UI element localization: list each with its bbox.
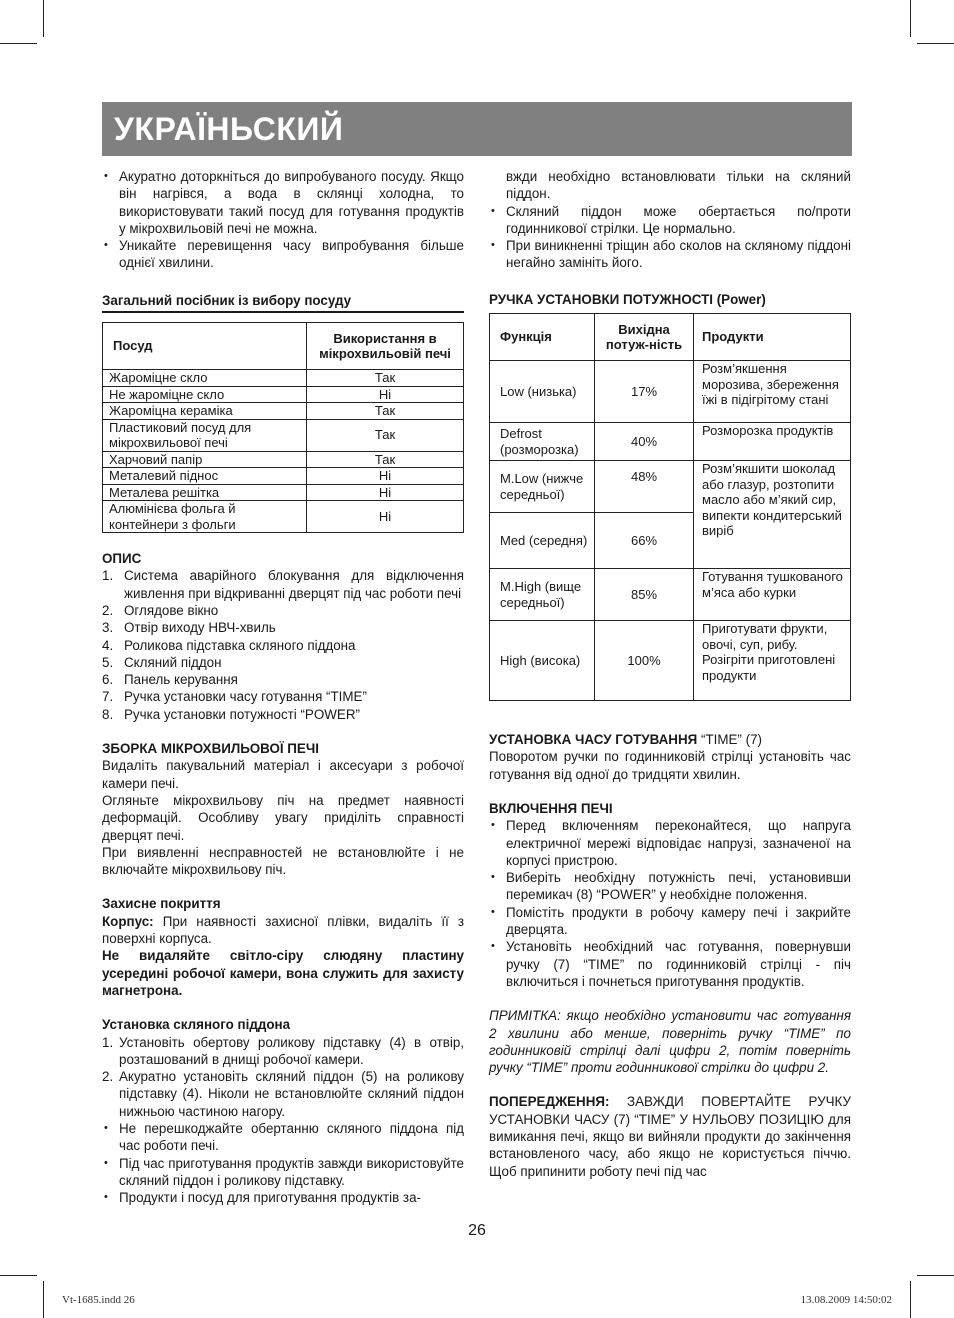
table-row [103,451,464,468]
list-item: 5. Скляний піддон [102,654,222,670]
protection-title: Захисне покриття [102,896,221,912]
table-header-row [490,314,851,361]
protection-warning: Не видаляйте світло-сіру слюдяну пластину усередині робочої камери, вона служить для захисту магнетрона. [102,948,464,998]
table-cell: Розм’якшити шоколад або глазур, розтопити масло або м’який сир, випекти кондитерський виріб [694,461,851,569]
list-item: 6. Панель керування [102,672,238,688]
power-on-bullets [489,817,851,990]
right-column [489,168,851,1180]
crop-mark [910,1281,911,1318]
table-row [103,403,464,420]
description-title: ОПИС [102,551,142,567]
time-title: УСТАНОВКА ЧАСУ ГОТУВАННЯ [489,732,698,748]
crop-mark [0,1275,37,1276]
table-row [103,468,464,485]
table-row [103,484,464,501]
table-header-row [103,323,464,370]
note-text: ПРИМІТКА: якщо необхідно установити час готування 2 хвилини або менше, поверніть ручку “TIME” по годинниковій стрілці далі цифри 2, потім поверніть ручку “TIME” проти годинникової стрілки до цифри 2. [489,1008,851,1076]
table-row [490,621,851,701]
table-cell: Готування тушкованого м’яса або курки [694,569,851,621]
page-number: 26 [468,1222,486,1239]
table-cell: Low (низька) [490,361,595,423]
list-item: • При виникненні тріщин або сколов на скляному піддоні негайно замініть його. [489,237,851,272]
table-cell: Так [307,419,464,451]
table-cell: Med (середня) [490,513,595,569]
tray-bullets-continued [489,203,851,272]
left-column [102,168,464,1206]
power-title: РУЧКА УСТАНОВКИ ПОТУЖНОСТІ (Power) [489,291,766,307]
table-cell: Ні [307,468,464,485]
list-item-text: Система аварійного блокування для відключення живлення при відкриванні дверцят під час роботи печі [124,568,464,601]
table-row [490,423,851,461]
table-cell: Жароміцне скло [103,370,307,387]
table-cell: 40% [595,423,694,461]
table-cell: Ні [307,484,464,501]
list-item: • Установіть необхідний час готування, повернувши ручку (7) “TIME” по годинниковій стрілці - піч включиться і почнеться приготування продуктів. [489,938,851,990]
table-cell: Алюмінієва фольга й контейнери з фольги [103,501,307,533]
table-header: Продукти [694,314,851,361]
table-cell: Так [307,451,464,468]
assembly-paragraph: Огляньте мікрохвильову піч на предмет наявності деформацій. Особливу увагу приділіть справності дверцят печі. [102,792,464,843]
assembly-paragraph: Видаліть пакувальний матеріал і аксесуари з робочої камери печі. [102,758,464,791]
crop-mark [43,1281,44,1318]
table-cell: 17% [595,361,694,423]
list-item-text: Роликова підставка скляного піддона [124,637,356,653]
table-cell: Приготувати фрукти, овочі, суп, рибу. Розігріти приготовлені продукти [694,621,851,701]
table-cell: Харчовий папір [103,451,307,468]
table-row [490,361,851,423]
list-item: 1. Установіть обертову роликову підставку (4) в отвір, розташований в днищі робочої камери. [102,1034,464,1067]
table-header: Використання в мікрохвильовій печі [307,323,464,370]
list-item-text: Ручка установки часу готування “TIME” [124,689,367,705]
table-cell: Металевий піднос [103,468,307,485]
crop-mark [910,0,911,37]
continued-text: вжди необхідно встановлювати тільки на скляний піддон. [506,169,851,202]
table-cell: 66% [595,513,694,569]
table-cell: Розморозка продуктів [694,423,851,461]
tray-bullets [102,1120,464,1206]
list-item: 8. Ручка установки потужності “POWER” [102,706,360,722]
crop-mark [0,43,37,44]
time-title-tail: “TIME” (7) [697,732,762,748]
table-cell: Ні [307,386,464,403]
table-cell: Так [307,370,464,387]
table-cell: M.Low (нижче середньої) [490,461,595,513]
table-header: Функція [490,314,595,361]
list-item: • Скляний піддон може обертається по/проти годинникової стрілки. Це нормально. [489,203,851,238]
warning-caps: ЗАВЖДИ ПОВЕРТАЙТЕ РУЧКУ УСТАНОВКИ ЧАСУ (7) “TIME” У НУЛЬОВУ ПОЗИЦІЮ [489,1094,851,1127]
table-row [103,501,464,533]
warning-paragraph [489,1093,851,1179]
power-on-title: ВКЛЮЧЕННЯ ПЕЧІ [489,800,613,816]
list-item: • Акуратно доторкніться до випробуваного посуду. Якщо він нагрівся, а вода в склянці холодна, то використовувати такий посуд для готування продуктів у мікрохвильовій печі не можна. [102,168,464,237]
table-cell: Пластиковий посуд для мікрохвильової печі [103,419,307,451]
crop-mark [917,43,954,44]
crop-mark [917,1275,954,1276]
list-item-text: Отвір виходу НВЧ-хвиль [124,620,276,636]
protection-label: Корпус: [102,913,154,929]
footer-file: Vt-1685.indd 26 [62,1294,135,1306]
footer-timestamp: 13.08.2009 14:50:02 [800,1294,892,1306]
table-cell: 85% [595,569,694,621]
list-item: • Під час приготування продуктів завжди використовуйте скляний піддон і роликову підставку. [102,1155,464,1190]
table-cell: Ні [307,501,464,533]
list-item-text: Панель керування [124,672,238,688]
table-row [103,370,464,387]
list-item: • Помістіть продукти в робочу камеру печі і закрийте дверцята. [489,904,851,939]
page-title: УКРАЇНЬСКИЙ [114,111,344,147]
warning-label: ПОПЕРЕДЖЕННЯ: [489,1094,610,1110]
table-header: Вихідна потуж-ність [595,314,694,361]
note-paragraph [489,1007,851,1076]
list-item: • Уникайте перевищення часу випробування більше однієї хвилини. [102,237,464,272]
table-cell: Defrost (розморозка) [490,423,595,461]
protection-text: При наявності захисної плівки, видаліть її з поверхні корпуса. [102,913,464,947]
list-item: 4. Роликова підставка скляного піддона [102,637,356,653]
assembly-paragraph: При виявленні несправностей не встановлюйте і не включайте мікрохвильову піч. [102,844,464,878]
list-item: 2. Оглядове вікно [102,602,219,618]
list-item: • Перед включенням переконайтеся, що напруга електричної мережі відповідає напрузі, зазначеної на корпусі пристрою. [489,817,851,869]
table-cell: 48% [595,461,694,513]
table-row [103,419,464,451]
list-item: • Продукти і посуд для приготування продуктів за- [102,1189,464,1206]
table-cell: Не жароміцне скло [103,386,307,403]
time-title-line [489,731,851,748]
description-list [102,567,464,723]
guide-title: Загальний посібник із вибору посуду [102,292,464,313]
table-row [103,386,464,403]
protection-paragraph [102,913,464,948]
list-item: • Не перешкоджайте обертанню скляного піддона під час роботи печі. [102,1120,464,1155]
list-item: 3. Отвір виходу НВЧ-хвиль [102,620,276,636]
intro-bullets [102,168,464,272]
tray-steps [102,1034,464,1120]
power-table [489,313,851,701]
warning-text: для вимикання печі, якщо ви вийняли продукти до закінчення встановленого часу, або якщо не користується піччю. Щоб припинити роботу печі під час [489,1111,851,1179]
table-row [490,461,851,513]
assembly-title: ЗБОРКА МІКРОХВИЛЬОВОЇ ПЕЧІ [102,741,319,757]
table-cell: High (висока) [490,621,595,701]
table-cell: M.High (вище середньої) [490,569,595,621]
list-item-text: Оглядове вікно [124,602,219,618]
time-paragraph: Поворотом ручки по годинниковій стрілці установіть час готування від одної до тридцяти хвилин. [489,749,851,782]
crop-mark [43,0,44,37]
list-item: 1. Система аварійного блокування для відключення живлення при відкриванні дверцят під час роботи печі [102,568,464,601]
list-item: 7. Ручка установки часу готування “TIME” [102,689,367,705]
list-item-text: Ручка установки потужності “POWER” [124,706,360,722]
table-cell: Так [307,403,464,420]
section-banner [102,102,852,156]
list-item: 2. Акуратно установіть скляний піддон (5) на роликову підставку (4). Ніколи не встановлюйте скляний піддон нижньою частиною нагору. [102,1069,464,1119]
list-item: • Виберіть необхідну потужність печі, установивши перемикач (8) “POWER” у необхідне положення. [489,869,851,904]
list-item-text: Установіть обертову роликову підставку (4) в отвір, розташований в днищі робочої камери. [119,1034,464,1067]
table-row [490,569,851,621]
table-header: Посуд [103,323,307,370]
list-item-text: Скляний піддон [124,654,222,670]
table-cell: Розм’якшення морозива, збереження їжі в підігрітому стані [694,361,851,423]
table-cell: Жароміцна кераміка [103,403,307,420]
tray-title: Установка скляного піддона [102,1017,291,1033]
table-cell: Металева решітка [103,484,307,501]
cookware-table [102,322,464,533]
table-cell: 100% [595,621,694,701]
list-item-text: Акуратно установіть скляний піддон (5) на роликову підставку (4). Ніколи не встановлюйте скляний піддон нижньою частиною нагору. [119,1069,464,1119]
